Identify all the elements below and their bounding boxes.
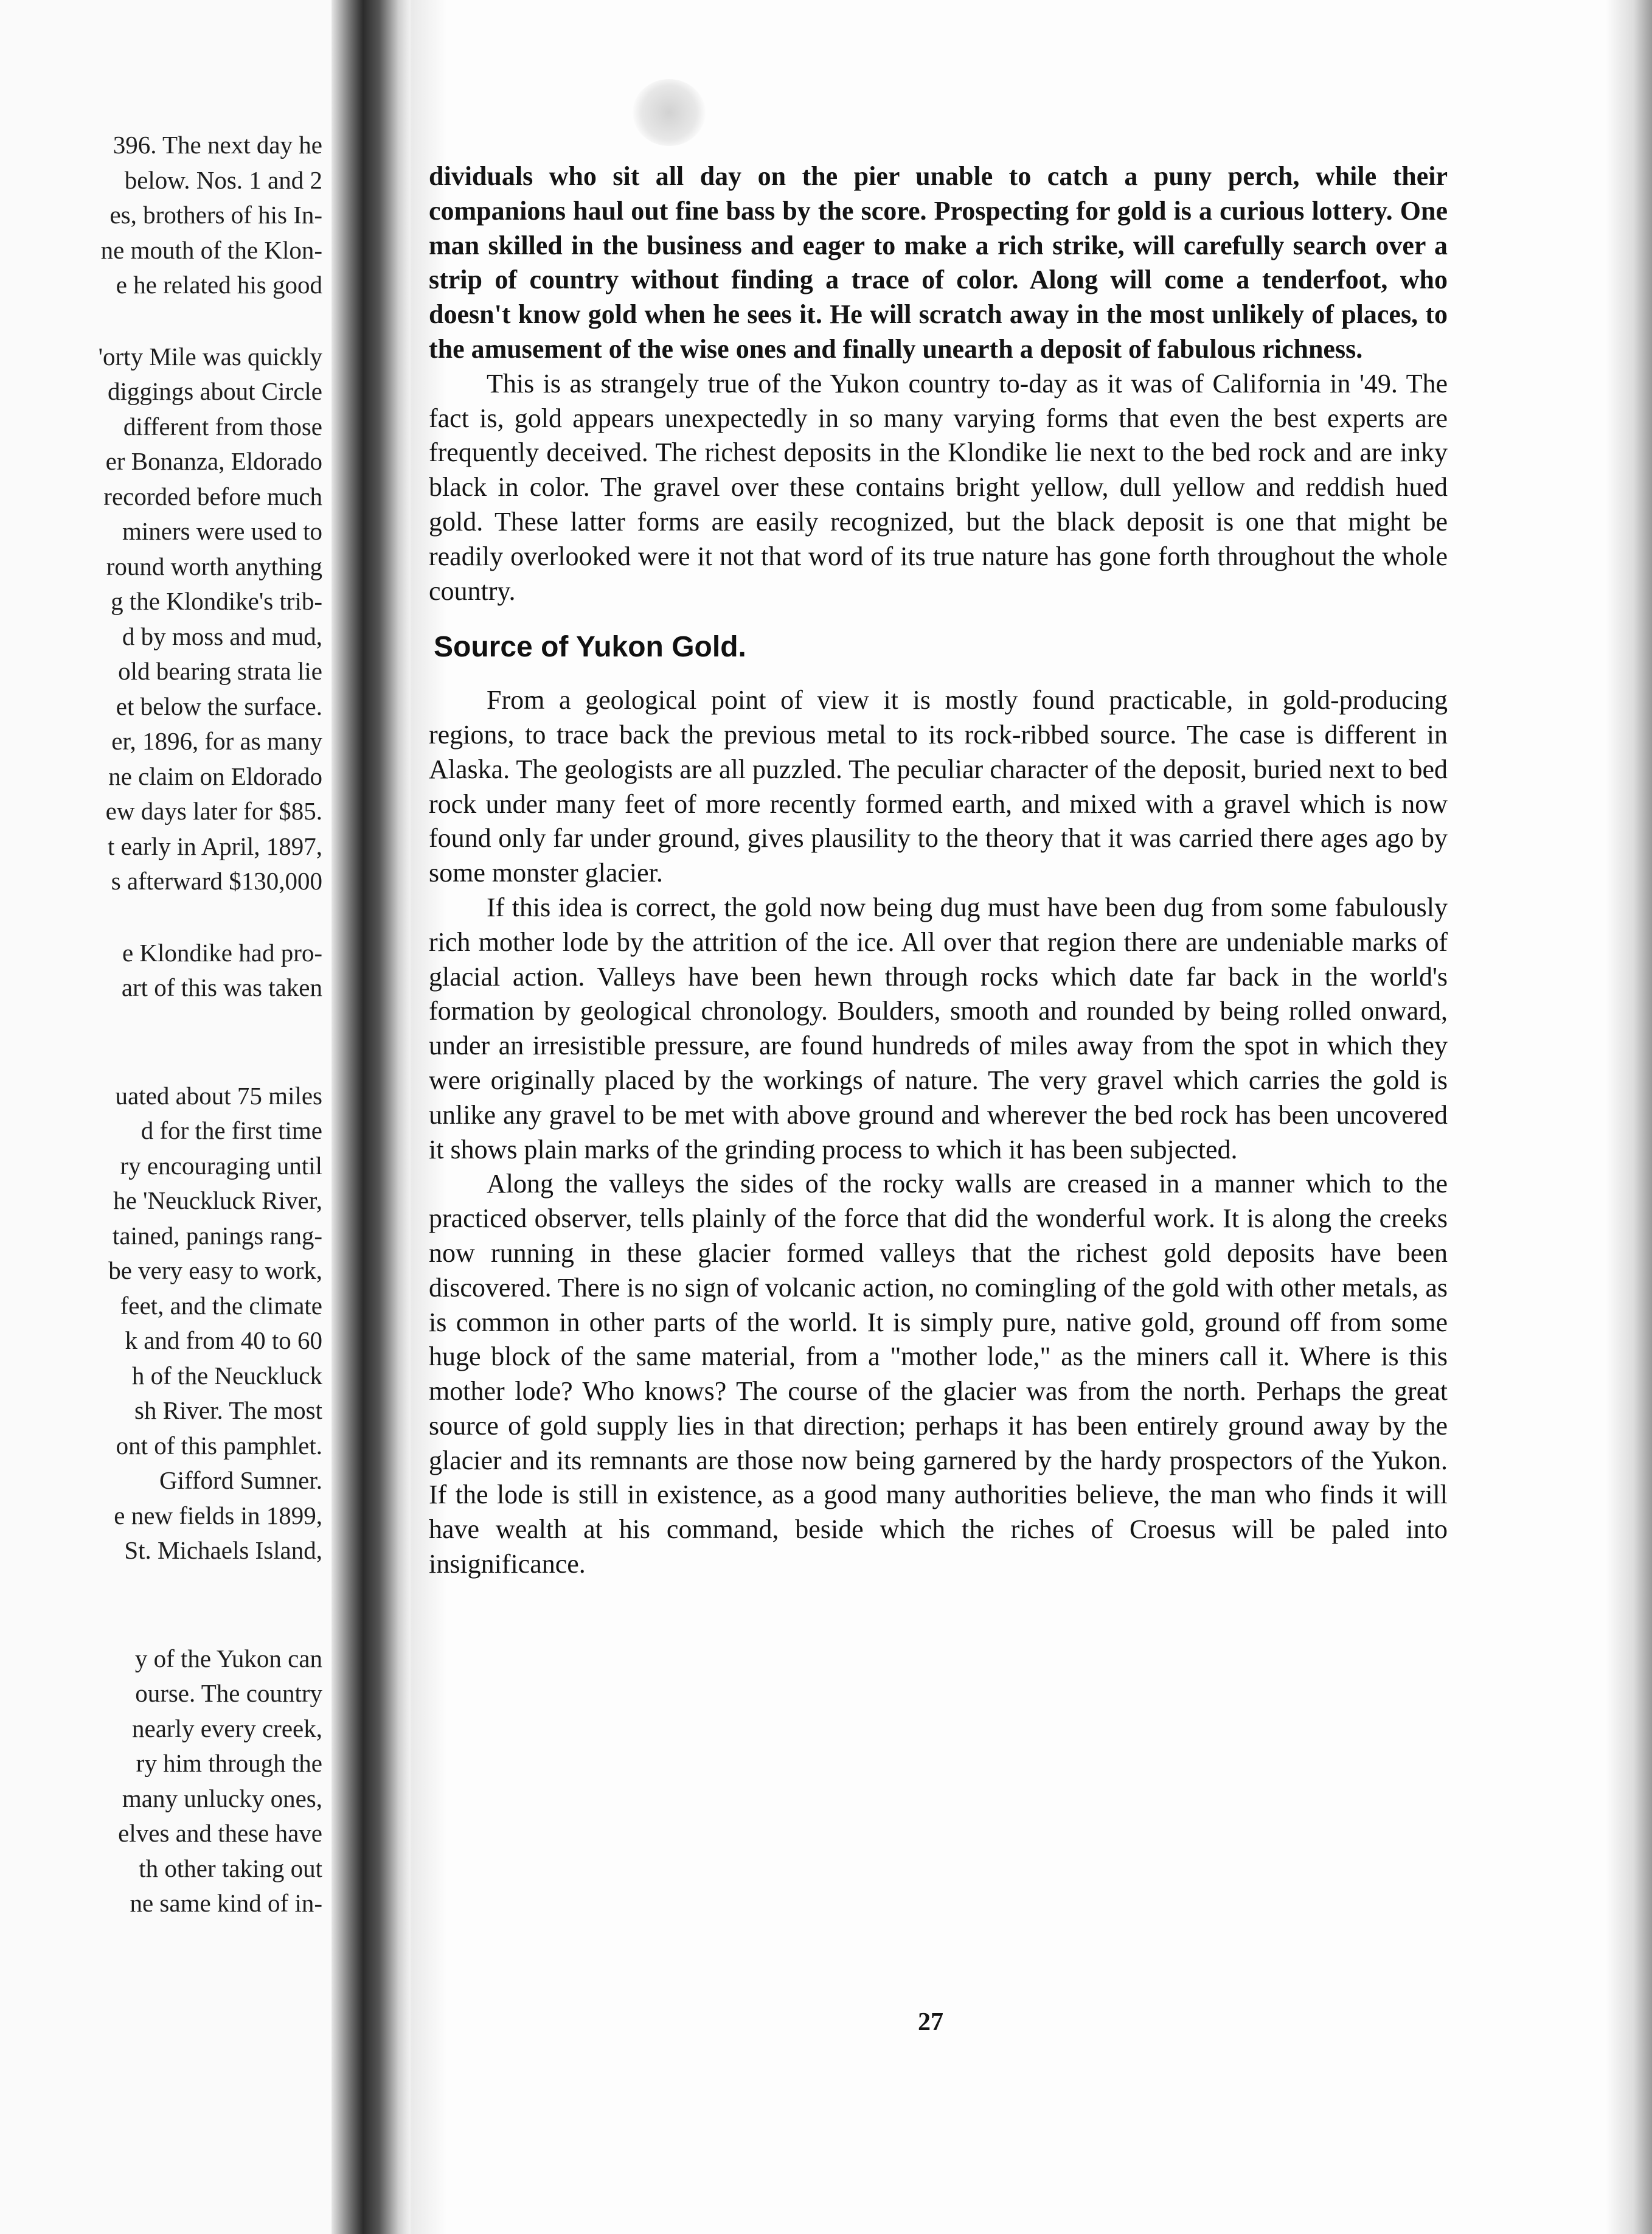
facing-page-line: [0, 1605, 322, 1641]
facing-page-line: recorded before much: [103, 482, 322, 510]
facing-page-line: round worth anything: [106, 552, 322, 580]
facing-page-line: d for the first time: [141, 1116, 322, 1144]
facing-page-line: ne claim on Eldorado: [108, 762, 322, 790]
facing-page-line: h of the Neuckluck: [131, 1361, 322, 1390]
facing-page-line: [0, 1042, 322, 1079]
facing-page-line: ew days later for $85.: [105, 797, 322, 825]
main-text-column: [429, 159, 1448, 1582]
facing-page-line: s afterward $130,000: [111, 867, 322, 895]
facing-page-line: St. Michaels Island,: [124, 1536, 322, 1564]
facing-page-line: 396. The next day he: [113, 131, 322, 159]
facing-page-line: below. Nos. 1 and 2: [124, 165, 322, 194]
facing-page-line: t early in April, 1897,: [107, 832, 322, 860]
facing-page-line: sh River. The most: [134, 1396, 322, 1424]
facing-page-line: ry him through the: [136, 1749, 322, 1777]
facing-page-line: e new fields in 1899,: [114, 1501, 322, 1529]
paragraph-4: If this idea is correct, the gold now being dug must have been dug from some fabulously rich mother lode by the attrition of the ice. All over that region there are undeniable marks of glacial action. Valleys have been hewn through rocks which date far back in the world's formation by geological chronology. Boulders, smooth and rounded by being rolled onward, under an irresistible pressure, are found hundreds of miles away from the spot in which they were originally placed by the workings of nature. The very gravel which carries the gold is unlike any gravel to be met with above ground and wherever the bed rock has been uncovered it shows plain marks of the grinding process to which it has been subjected.: [429, 892, 1448, 1164]
facing-page-line: miners were used to: [122, 517, 322, 545]
facing-page-line: Gifford Sumner.: [159, 1466, 322, 1494]
facing-page-line: ourse. The country: [135, 1679, 322, 1707]
facing-page-line: old bearing strata lie: [118, 657, 322, 685]
paragraph-3: From a geological point of view it is mostly found practicable, in gold-producing regions, to trace back the previous metal to its rock-ribbed source. The case is different in Alaska. The geologists are all puzzled. The peculiar character of the deposit, buried next to bed rock under many feet of more recently formed earth, and mixed with a gravel which is now found only far under ground, gives plausility to the theory that it was carried there ages ago by some monster glacier.: [429, 685, 1448, 888]
page-number: 27: [918, 2008, 943, 2036]
facing-page-line: tained, panings rang-: [113, 1221, 322, 1250]
facing-page-line: 'orty Mile was quickly: [98, 342, 322, 371]
facing-page-line: many unlucky ones,: [122, 1784, 322, 1812]
facing-page-text-column: [0, 128, 322, 1921]
paragraph-1: dividuals who sit all day on the pier unable to catch a puny perch, while their companions haul out fine bass by the score. Prospecting for gold is a curious lottery. One man skilled in the business and eager to make a rich strike, will carefully search over a strip of country without finding a trace of color. Along will come a tenderfoot, who doesn't know gold when he sees it. He will scratch away in the most unlikely of places, to the amusement of the wise ones and finally unearth a deposit of fabulous richness.: [429, 161, 1448, 364]
facing-page-line: elves and these have: [118, 1819, 322, 1847]
facing-page-line: ne mouth of the Klon-: [100, 235, 322, 264]
facing-page-line: be very easy to work,: [108, 1256, 322, 1284]
facing-page-line: e Klondike had pro-: [122, 938, 322, 967]
facing-page-line: art of this was taken: [121, 973, 322, 1001]
facing-page-line: th other taking out: [139, 1854, 322, 1882]
facing-page-line: [0, 1006, 322, 1042]
facing-page-line: e he related his good: [116, 271, 322, 299]
facing-page-line: g the Klondike's trib-: [111, 587, 322, 615]
facing-page-line: uated about 75 miles: [115, 1081, 322, 1110]
facing-page-line: er Bonanza, Eldorado: [105, 447, 322, 475]
facing-page-line: ont of this pamphlet.: [116, 1431, 322, 1460]
facing-page-line: different from those: [123, 412, 322, 440]
paragraph-2: This is as strangely true of the Yukon country to-day as it was of California in '49. The fact is, gold appears unexpectedly in so many varying forms that even the best experts are frequently deceived. The richest deposits in the Klondike lie next to the bed rock and are inky black in color. The gravel over these contains bright yellow, dull yellow and reddish hued gold. These latter forms are easily recognized, but the black deposit is one that might be readily overlooked were it not that word of its true nature has gone forth throughout the whole country.: [429, 368, 1448, 606]
facing-page-line: [0, 899, 322, 936]
ink-blot-mark: [633, 79, 706, 146]
facing-page-line: [0, 303, 322, 339]
facing-page-line: he 'Neuckluck River,: [113, 1186, 322, 1214]
paragraph-5: Along the valleys the sides of the rocky walls are creased in a manner which to the practiced observer, tells plainly of the force that did the wonderful work. It is along the creeks now running in these glacier formed valleys that the richest gold deposits have been discovered. There is no sign of volcanic action, no comingling of the gold with other metals, as is common in other parts of the world. It is simply pure, native gold, ground off from some huge block of the same material, from a "mother lode," as the miners call it. Where is this mother lode? Who knows? The course of the glacier was from the north. Perhaps the great source of gold supply lies in that direction; perhaps it has been entirely ground away by the glacier and its remnants are those now being garnered by the hardy prospectors of the Yukon. If the lode is still in existence, as a good many authorities believe, the man who finds it will have wealth at his command, beside which the riches of Croesus will be paled into insignificance.: [429, 1169, 1448, 1579]
facing-page-left: [0, 0, 341, 2234]
book-gutter-shadow: [331, 0, 411, 2234]
page-edge-shadow: [1606, 0, 1652, 2234]
facing-page-line: k and from 40 to 60: [125, 1326, 322, 1354]
facing-page-line: y of the Yukon can: [134, 1644, 322, 1672]
facing-page-line: et below the surface.: [116, 692, 322, 720]
facing-page-line: ne same kind of in-: [130, 1889, 322, 1917]
facing-page-line: er, 1896, for as many: [111, 727, 322, 755]
section-heading: Source of Yukon Gold.: [434, 631, 746, 664]
facing-page-line: diggings about Circle: [107, 377, 322, 405]
facing-page-line: nearly every creek,: [132, 1714, 322, 1742]
facing-page-line: es, brothers of his In-: [109, 201, 322, 229]
facing-page-line: [0, 1568, 322, 1605]
facing-page-line: ry encouraging until: [120, 1151, 322, 1180]
facing-page-line: feet, and the climate: [120, 1291, 322, 1320]
facing-page-line: d by moss and mud,: [122, 622, 322, 650]
